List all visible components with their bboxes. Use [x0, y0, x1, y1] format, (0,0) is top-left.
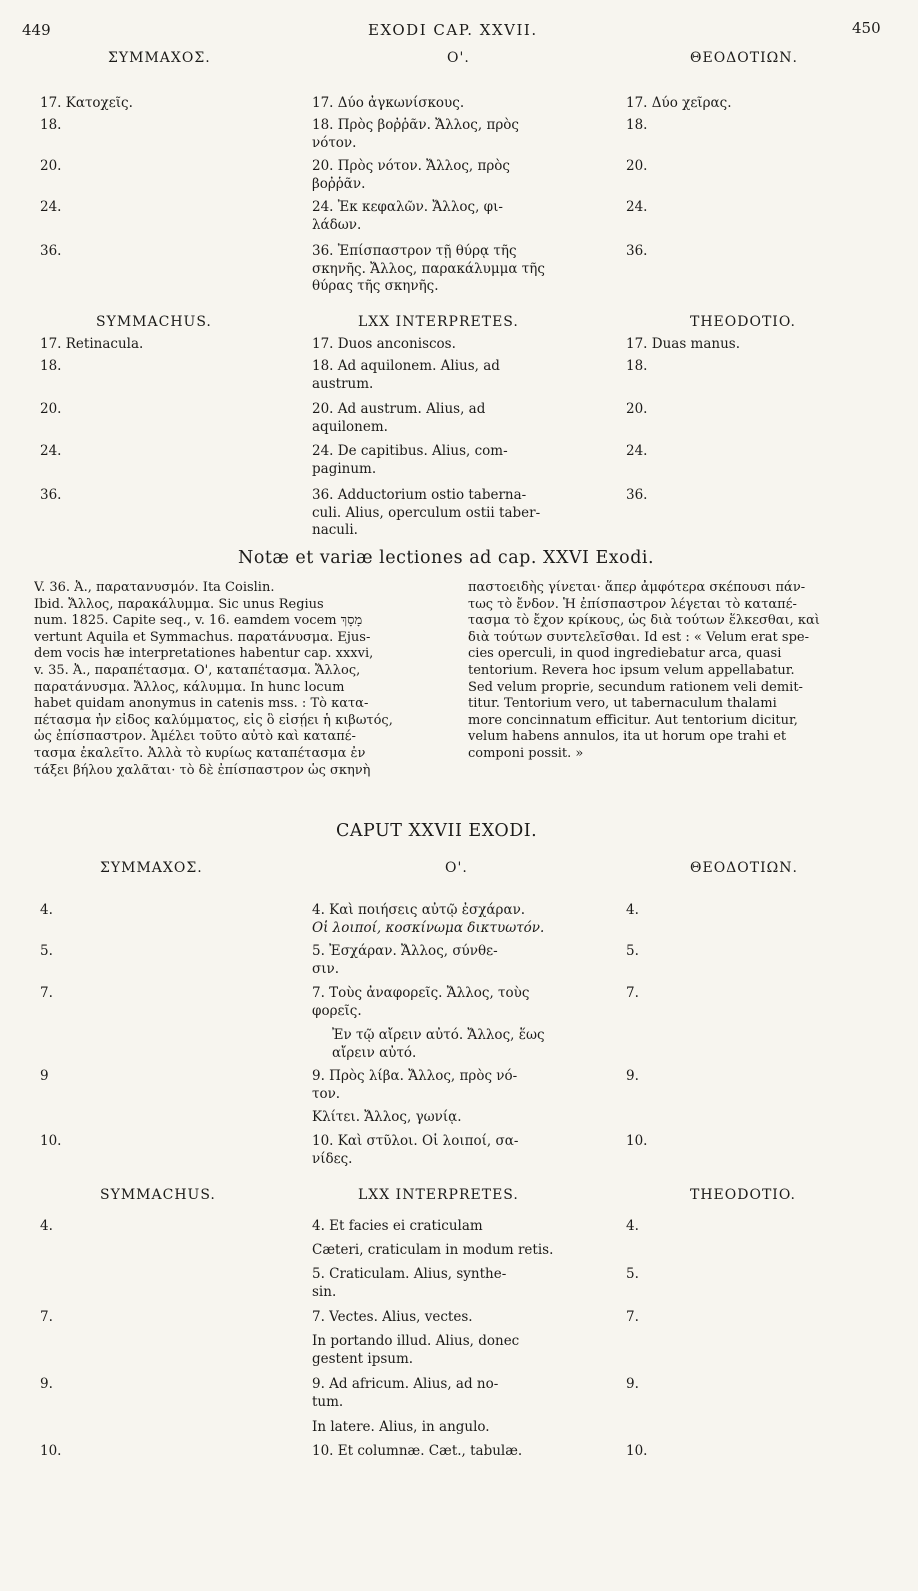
lxx-line: Cæteri, craticulam in modum retis. [312, 1242, 554, 1258]
page-number-right: 450 [852, 19, 881, 37]
lxx-line: paginum. [312, 460, 377, 477]
lxx-line: Κλίτει. Ἄλλος, γωνίᾳ. [312, 1109, 462, 1125]
lxx-line: gestent ipsum. [312, 1350, 414, 1367]
symmachus-cell: 20. [40, 158, 62, 174]
symmachus-cell: 36. [40, 243, 62, 259]
theodotion-cell: 36. [626, 487, 648, 503]
col-head-theodotion-latin: THEODOTIO. [690, 314, 796, 330]
lxx-cell [312, 358, 597, 393]
note-line: habet quidam anonymus in catenis mss. : Τὸ κατα- [34, 696, 369, 712]
theodotion-cell: 7. [626, 1309, 639, 1325]
col-head-symmachus-greek: ΣΥΜΜΑΧΟΣ. [100, 860, 203, 876]
theodotion-cell: 5. [626, 943, 639, 959]
lxx-line: 36. Adductorium ostio taberna- [312, 487, 527, 503]
symmachus-cell: 10. [40, 1443, 62, 1459]
lxx-line: 7. Vectes. Alius, vectes. [312, 1309, 473, 1325]
notes-right-column [468, 580, 878, 763]
theodotion-cell: 20. [626, 401, 648, 417]
lxx-line: 10. Et columnæ. Cæt., tabulæ. [312, 1443, 523, 1459]
lxx-line: In portando illud. Alius, donec [312, 1333, 520, 1349]
symmachus-cell: 5. [40, 943, 53, 959]
theodotion-cell: 36. [626, 243, 648, 259]
lxx-line: 17. Δύο ἀγκωνίσκους. [312, 95, 465, 111]
note-line: τάξει βήλου χαλᾶται· τὸ δὲ ἐπίσπαστρον ὡς σκηνὴ [34, 762, 371, 778]
symmachus-cell: 18. [40, 358, 62, 374]
lxx-line: σκηνῆς. Ἄλλος, παρακάλυμμα τῆς [312, 260, 545, 277]
lxx-line: austrum. [312, 375, 374, 392]
col-head-theodotion-greek: ΘΕΟΔΟΤΙΩΝ. [690, 860, 798, 876]
lxx-cell [312, 943, 597, 978]
lxx-cell [312, 1242, 597, 1260]
lxx-line: 18. Πρὸς βοῤῥᾶν. Ἄλλος, πρὸς [312, 117, 519, 133]
theodotion-cell: 24. [626, 443, 648, 459]
symmachus-cell: 20. [40, 401, 62, 417]
lxx-cell [312, 902, 597, 937]
lxx-line: 20. Ad austrum. Alius, ad [312, 401, 486, 417]
col-head-symmachus-latin: SYMMACHUS. [100, 1187, 216, 1203]
col-head-theodotion-latin: THEODOTIO. [690, 1187, 796, 1203]
note-line: V. 36. Ἀ., παρατανυσμόν. Ita Coislin. [34, 580, 275, 595]
theodotion-cell: 17. Duas manus. [626, 336, 741, 352]
note-line: τασμα ἐκαλεῖτο. Ἀλλὰ τὸ κυρίως καταπέτασμα ἐν [34, 745, 366, 761]
theodotion-cell: 18. [626, 117, 648, 133]
theodotion-cell: 10. [626, 1443, 648, 1459]
lxx-cell [332, 1027, 617, 1062]
lxx-line: θύρας τῆς σκηνῆς. [312, 278, 439, 294]
note-line: more concinnatum efficitur. Aut tentorium dicitur, [468, 712, 798, 728]
lxx-line: culi. Alius, operculum ostii taber- [312, 504, 541, 521]
lxx-line: In latere. Alius, in angulo. [312, 1419, 490, 1435]
lxx-cell [312, 1443, 597, 1461]
lxx-line: 9. Ad africum. Alius, ad no- [312, 1376, 499, 1392]
symmachus-cell: 24. [40, 443, 62, 459]
lxx-line: tum. [312, 1393, 344, 1410]
lxx-line: αἴρειν αὐτό. [332, 1044, 417, 1061]
lxx-line: sin. [312, 1283, 337, 1300]
note-line: componi possit. » [468, 745, 584, 761]
note-line: παστοειδὴς γίνεται· ἅπερ ἀμφότερα σκέπουσι πάν- [468, 580, 806, 595]
lxx-line: λάδων. [312, 216, 362, 233]
note-line: Sed velum proprie, secundum rationem veli demit- [468, 679, 803, 695]
col-head-theodotion-greek: ΘΕΟΔΟΤΙΩΝ. [690, 50, 798, 66]
note-line: v. 35. Ἀ., παραπέτασμα. Ο', καταπέτασμα. Ἄλλος, [34, 662, 361, 678]
lxx-line: 9. Πρὸς λίβα. Ἄλλος, πρὸς νό- [312, 1068, 518, 1084]
note-line: dem vocis hæ interpretationes habentur cap. xxxvi, [34, 646, 374, 662]
lxx-cell [312, 1376, 597, 1411]
lxx-cell [312, 336, 597, 354]
lxx-line: 24. Ἐκ κεφαλῶν. Ἄλλος, φι- [312, 199, 503, 215]
lxx-cell [312, 1266, 597, 1301]
lxx-cell [312, 1133, 597, 1168]
note-line: τως τὸ ἔνδον. Ἡ ἐπίσπαστρον λέγεται τὸ καταπέ- [468, 596, 797, 612]
col-head-symmachus-latin: SYMMACHUS. [96, 314, 212, 330]
symmachus-cell: 7. [40, 1309, 53, 1325]
lxx-cell [312, 985, 597, 1020]
symmachus-cell: 4. [40, 1218, 53, 1234]
lxx-cell [312, 1333, 597, 1368]
lxx-line: νότον. [312, 134, 357, 151]
theodotion-cell: 9. [626, 1376, 639, 1392]
note-line: cies operculi, in quod ingrediebatur arca, quasi [468, 646, 782, 662]
lxx-line: φορεῖς. [312, 1002, 362, 1019]
symmachus-cell: 10. [40, 1133, 62, 1149]
lxx-line: 4. Et facies ei craticulam [312, 1218, 483, 1234]
theodotion-cell: 17. Δύο χεῖρας. [626, 95, 732, 111]
lxx-cell [312, 117, 597, 152]
lxx-line: 5. Craticulam. Alius, synthe- [312, 1266, 507, 1282]
lxx-cell [312, 95, 597, 113]
page-number-left: 449 [22, 21, 51, 39]
symmachus-cell: 17. Retinacula. [40, 336, 144, 352]
note-line: τασμα τὸ ἔχον κρίκους, ὡς διὰ τούτων ἕλκεσθαι, καὶ [468, 613, 820, 629]
note-line: πέτασμα ἦν εἶδος καλύμματος, εἰς ὃ εἰσῄει ἡ κιβωτός, [34, 712, 393, 728]
lxx-cell [312, 158, 597, 193]
lxx-line: Οἱ λοιποί, κοσκίνωμα δικτυωτόν. [312, 919, 545, 936]
col-head-lxx-latin: LXX INTERPRETES. [358, 1187, 519, 1203]
note-line: tentorium. Revera hoc ipsum velum appellabatur. [468, 662, 795, 678]
symmachus-cell: 24. [40, 199, 62, 215]
notes-left-column [34, 580, 444, 779]
lxx-cell [312, 1068, 597, 1103]
lxx-line: τον. [312, 1085, 341, 1102]
lxx-line: 18. Ad aquilonem. Alius, ad [312, 358, 500, 374]
note-line: ὡς ἐπίσπαστρον. Ἀμέλει τοῦτο αὐτὸ καὶ καταπέ- [34, 729, 356, 745]
lxx-line: 20. Πρὸς νότον. Ἄλλος, πρὸς [312, 158, 510, 174]
theodotion-cell: 5. [626, 1266, 639, 1282]
symmachus-cell: 7. [40, 985, 53, 1001]
note-line: vertunt Aquila et Symmachus. παρατάνυσμα. Ejus- [34, 629, 371, 645]
note-line: διὰ τούτων συντελεῖσθαι. Id est : « Velum erat spe- [468, 629, 809, 645]
note-line: παρατάνυσμα. Ἄλλος, κάλυμμα. In hunc locum [34, 679, 345, 695]
lxx-line: naculi. [312, 522, 358, 538]
running-title: EXODI CAP. XXVII. [368, 21, 538, 39]
col-head-symmachus-greek: ΣΥΜΜΑΧΟΣ. [108, 50, 211, 66]
theodotion-cell: 4. [626, 902, 639, 918]
theodotion-cell: 24. [626, 199, 648, 215]
lxx-line: 24. De capitibus. Alius, com- [312, 443, 508, 459]
chapter-title: CAPUT XXVII EXODI. [336, 821, 538, 841]
symmachus-cell: 17. Κατοχεῖς. [40, 95, 133, 111]
lxx-line: βοῤῥᾶν. [312, 175, 366, 192]
lxx-cell [312, 1309, 597, 1327]
col-head-lxx-greek: Ο'. [445, 860, 468, 876]
lxx-line: σιν. [312, 960, 340, 977]
lxx-line: 4. Καὶ ποιήσεις αὐτῷ ἐσχάραν. [312, 902, 526, 918]
notes-title: Notæ et variæ lectiones ad cap. XXVI Exodi. [238, 548, 655, 568]
theodotion-cell: 18. [626, 358, 648, 374]
col-head-lxx-latin: LXX INTERPRETES. [358, 314, 519, 330]
theodotion-cell: 10. [626, 1133, 648, 1149]
lxx-cell [312, 243, 597, 296]
lxx-cell [312, 401, 597, 436]
note-line: num. 1825. Capite seq., v. 16. eamdem vocem מָסָךְ [34, 613, 363, 629]
lxx-line: 10. Καὶ στῦλοι. Οἱ λοιποί, σα- [312, 1133, 519, 1149]
theodotion-cell: 7. [626, 985, 639, 1001]
lxx-line: 17. Duos anconiscos. [312, 336, 456, 352]
lxx-cell [312, 1218, 597, 1236]
lxx-cell [312, 443, 597, 478]
symmachus-cell: 9. [40, 1376, 53, 1392]
theodotion-cell: 9. [626, 1068, 639, 1084]
lxx-line: 36. Ἐπίσπαστρον τῇ θύρᾳ τῆς [312, 243, 517, 259]
note-line: Ibid. Ἄλλος, παρακάλυμμα. Sic unus Regius [34, 596, 324, 612]
symmachus-cell: 36. [40, 487, 62, 503]
lxx-line: Ἐν τῷ αἴρειν αὐτό. Ἄλλος, ἕως [332, 1027, 545, 1043]
symmachus-cell: 18. [40, 117, 62, 133]
note-line: titur. Tentorium vero, ut tabernaculum thalami [468, 696, 777, 712]
col-head-lxx-greek: Ο'. [447, 50, 470, 66]
symmachus-cell: 9 [40, 1068, 49, 1084]
theodotion-cell: 20. [626, 158, 648, 174]
note-line: velum habens annulos, ita ut horum ope trahi et [468, 729, 787, 745]
lxx-line: νίδες. [312, 1150, 353, 1167]
theodotion-cell: 4. [626, 1218, 639, 1234]
lxx-cell [312, 1109, 597, 1127]
lxx-cell [312, 199, 597, 234]
lxx-cell [312, 487, 597, 540]
lxx-line: aquilonem. [312, 418, 388, 435]
lxx-cell [312, 1419, 597, 1437]
symmachus-cell: 4. [40, 902, 53, 918]
lxx-line: 7. Τοὺς ἀναφορεῖς. Ἄλλος, τοὺς [312, 985, 530, 1001]
lxx-line: 5. Ἐσχάραν. Ἄλλος, σύνθε- [312, 943, 498, 959]
